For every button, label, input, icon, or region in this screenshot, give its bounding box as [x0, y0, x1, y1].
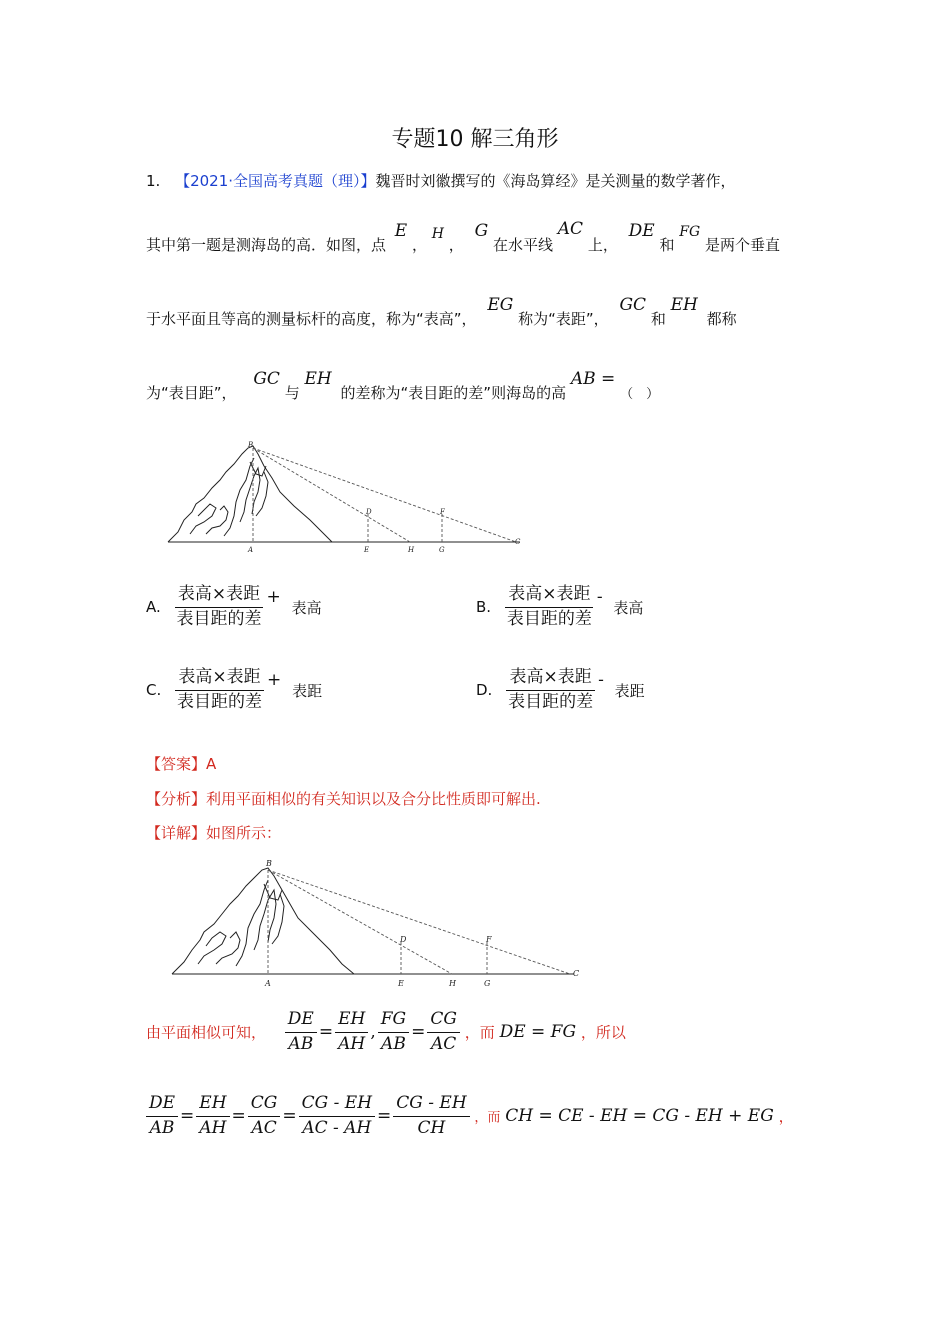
- option-B[interactable]: [476, 585, 643, 629]
- label-B: B: [266, 859, 272, 868]
- math-AB: AB =: [570, 369, 616, 389]
- fraction-numerator: 表高×表距: [505, 585, 593, 608]
- fraction-numerator: 表高×表距: [506, 668, 594, 691]
- question-text-3a: 于水平面且等高的测量标杆的高度，称为“表高”，: [146, 310, 477, 328]
- equation-DE-FG: DE = FG: [499, 1022, 577, 1043]
- fraction-denominator: AH: [199, 1117, 227, 1138]
- fraction-denominator: CH: [417, 1117, 446, 1138]
- fraction-numerator: CG - EH: [299, 1094, 375, 1117]
- label-D: D: [400, 935, 407, 944]
- fraction-numerator: CG: [248, 1094, 281, 1117]
- option-fraction: [174, 585, 265, 629]
- question-text-3c: 和: [650, 310, 666, 328]
- fraction-numerator: CG: [427, 1010, 460, 1033]
- analysis-line: [146, 788, 541, 809]
- label-B: B: [248, 441, 254, 449]
- question-text-2b: 在水平线: [492, 236, 553, 254]
- question-number: 1.: [146, 172, 161, 190]
- comma: ,: [370, 1022, 376, 1043]
- fraction-DE-AB: [146, 1094, 178, 1138]
- label-C: C: [515, 538, 521, 546]
- island-figure-2: [164, 856, 594, 992]
- question-text-4c: 的差称为“表目距的差”则海岛的高: [340, 384, 567, 402]
- option-tail: 表高: [291, 598, 322, 617]
- math-EG: EG: [487, 295, 514, 315]
- math-GC: GC: [619, 295, 647, 315]
- option-fraction: [174, 668, 265, 712]
- detail-label: 【详解】: [146, 824, 207, 842]
- fraction-DE-AB: [285, 1010, 317, 1054]
- fraction-denominator: AC: [251, 1117, 277, 1138]
- math-G: G: [474, 221, 489, 241]
- answer-value: A: [206, 755, 217, 773]
- fraction-denominator: AB: [381, 1033, 406, 1054]
- fraction-denominator: AB: [149, 1117, 175, 1138]
- math-EH: EH: [670, 295, 698, 315]
- math-FG: FG: [679, 224, 701, 240]
- question-text-2d: 和: [659, 236, 675, 254]
- fraction-numerator: EH: [196, 1094, 229, 1117]
- derivation-prefix: 由平面相似可知，: [146, 1023, 267, 1042]
- label-E: E: [364, 546, 370, 554]
- mountain-outline: [168, 446, 332, 542]
- option-letter: B.: [476, 598, 492, 617]
- label-F: F: [440, 508, 445, 516]
- question-line-1: [146, 170, 736, 191]
- math-E: E: [394, 221, 408, 241]
- label-G: G: [439, 546, 445, 554]
- fraction-numerator: DE: [285, 1010, 317, 1033]
- comma: ，: [412, 236, 428, 254]
- fraction-numerator: EH: [335, 1010, 368, 1033]
- fraction-denominator: 表目距的差: [508, 691, 594, 712]
- label-G: G: [484, 979, 491, 988]
- label-F: F: [486, 935, 492, 944]
- question-line-4: [146, 370, 659, 406]
- fraction-numerator: FG: [378, 1010, 409, 1033]
- fraction-numerator: DE: [146, 1094, 178, 1117]
- derivation-line-1: [146, 1010, 626, 1054]
- fraction-CG-AC: [248, 1094, 281, 1138]
- option-fraction: [505, 668, 596, 712]
- equals-sign: =: [231, 1106, 246, 1127]
- option-letter: C.: [146, 681, 162, 700]
- fraction-EH-AH: [196, 1094, 229, 1138]
- math-H: H: [431, 226, 445, 242]
- derivation-tail: ，: [778, 1107, 794, 1126]
- derivation-mid: ，而: [464, 1023, 495, 1042]
- fraction-denominator: 表目距的差: [506, 608, 592, 629]
- comma: ，: [448, 236, 464, 254]
- detail-text: 如图所示：: [206, 824, 282, 842]
- fraction-CGEH-CH: [393, 1094, 469, 1138]
- label-H: H: [449, 979, 456, 988]
- island-figure-1: [160, 436, 540, 558]
- option-fraction: [504, 585, 595, 629]
- equals-sign: =: [411, 1022, 426, 1043]
- fraction-denominator: 表目距的差: [176, 608, 262, 629]
- minus-sign: -: [596, 587, 603, 608]
- question-text-2a: 其中第一题是测海岛的高．如图，点: [146, 236, 387, 254]
- fraction-denominator: AB: [288, 1033, 314, 1054]
- fraction-denominator: 表目距的差: [177, 691, 263, 712]
- math-DE: DE: [628, 221, 655, 241]
- detail-line: [146, 822, 281, 843]
- label-A: A: [265, 979, 271, 988]
- option-C[interactable]: [146, 668, 322, 712]
- minus-sign: -: [598, 670, 604, 691]
- question-text-3b: 称为“表距”，: [518, 310, 609, 328]
- equals-sign: =: [282, 1106, 297, 1127]
- fraction-denominator: AH: [338, 1033, 366, 1054]
- answer-line: [146, 753, 216, 774]
- question-source: 【2021·全国高考真题（理）】: [175, 172, 376, 190]
- question-text-4a: 为“表目距”，: [146, 384, 237, 402]
- option-tail: 表距: [292, 681, 323, 700]
- math-EH: EH: [304, 369, 332, 389]
- plus-sign: +: [266, 587, 281, 608]
- label-D: D: [366, 508, 372, 516]
- page-title: 专题10 解三角形: [391, 127, 559, 152]
- derivation-tail: ，所以: [580, 1023, 626, 1042]
- option-tail: 表距: [614, 681, 645, 700]
- fraction-numerator: 表高×表距: [175, 585, 263, 608]
- label-C: C: [573, 969, 580, 978]
- option-letter: A.: [146, 598, 161, 617]
- option-A[interactable]: [146, 585, 322, 629]
- equals-sign: =: [318, 1022, 334, 1043]
- math-GC: GC: [253, 369, 280, 389]
- equals-sign: =: [377, 1106, 392, 1127]
- equation-CH: CH = CE - EH = CG - EH + EG: [505, 1106, 774, 1127]
- question-text-3d: 都称: [706, 310, 737, 328]
- question-text-2c: 上，: [587, 236, 618, 254]
- option-letter: D.: [476, 681, 493, 700]
- answer-blank: （ ）: [620, 387, 660, 402]
- fraction-numerator: CG - EH: [393, 1094, 469, 1117]
- question-line-2: [146, 219, 780, 258]
- label-E: E: [398, 979, 404, 988]
- analysis-text: 利用平面相似的有关知识以及合分比性质即可解出.: [206, 790, 541, 808]
- question-line-3: [146, 296, 737, 332]
- question-text-1: 魏晋时刘徽撰写的《海岛算经》是关测量的数学著作，: [375, 172, 736, 190]
- label-H: H: [408, 546, 415, 554]
- fraction-numerator: 表高×表距: [175, 668, 263, 691]
- option-tail: 表高: [613, 598, 644, 617]
- fraction-EH-AH: [335, 1010, 368, 1054]
- math-AC: AC: [557, 219, 584, 239]
- fraction-CG-AC: [427, 1010, 460, 1054]
- derivation-mid: ，而: [474, 1110, 501, 1126]
- fraction-denominator: AC - AH: [302, 1117, 372, 1138]
- equals-sign: =: [180, 1106, 195, 1127]
- option-D[interactable]: [476, 668, 645, 712]
- analysis-label: 【分析】: [146, 790, 207, 808]
- answer-label: 【答案】: [146, 755, 207, 773]
- mountain-outline: [172, 868, 354, 974]
- fraction-denominator: AC: [431, 1033, 457, 1054]
- label-A: A: [248, 546, 254, 554]
- question-text-4b: 与: [284, 384, 300, 402]
- fraction-CGEH-ACAH: [299, 1094, 375, 1138]
- question-text-2e: 是两个垂直: [704, 236, 780, 254]
- plus-sign: +: [267, 670, 282, 691]
- fraction-FG-AB: [378, 1010, 409, 1054]
- derivation-line-2: [146, 1094, 794, 1138]
